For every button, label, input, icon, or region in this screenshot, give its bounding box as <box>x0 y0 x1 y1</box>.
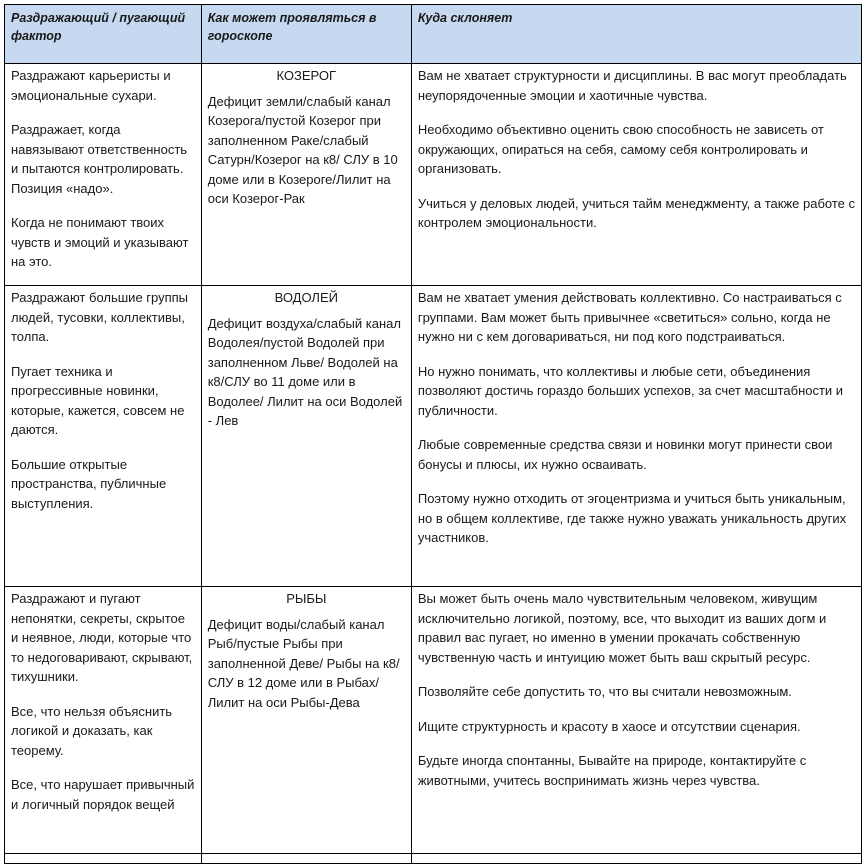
header-horoscope: Как может проявляться в гороскопе <box>201 5 411 64</box>
factor-text: Раздражают большие группы людей, тусовки, коллективы, толпа. <box>11 290 189 344</box>
sign-name: ВОДОЛЕЙ <box>274 290 338 305</box>
horoscope-text: Дефицит воздуха/слабый канал Водолея/пустой Водолей при заполненном Льве/ Водолей на к8/СЛУ во 11 доме или в Водолее/ Лилит на оси Водолей - Лев <box>207 315 403 428</box>
table-row-capricorn <box>5 64 862 286</box>
factor-text: Большие открытые пространства, публичные выступления. <box>11 456 167 511</box>
horoscope-text: Дефицит воды/слабый канал Рыб/пустые Рыбы при заполненной Деве/ Рыбы на к8/СЛУ в 12 доме или в Рыбах/ Лилит на оси Рыбы-Дева <box>207 616 400 710</box>
sign-name: КОЗЕРОГ <box>276 68 337 83</box>
direction-text: Ищите структурность и красоту в хаосе и отсутствии сценария. <box>417 718 801 734</box>
table-row-empty <box>5 854 862 864</box>
direction-text: Вы может быть очень мало чувствительным человеком, живущим исключительно логикой, поэтому, все, что выходит из ваших догм и правил вас пугает, но именно в умении прокачать собственную чувственную часть и интуицию может быть ваш скрытый ресурс. <box>417 591 827 665</box>
direction-text: Необходимо объективно оценить свою способность не зависеть от окружающих, опираться на себя, самому себя контролировать и организовать. <box>417 122 824 176</box>
horoscope-cell <box>201 286 411 587</box>
factor-cell <box>5 64 202 286</box>
horoscope-text: Дефицит земли/слабый канал Козерога/пустой Козерог при заполненном Раке/слабый Сатурн/Козерог на к8/ СЛУ в 10 доме или в Козероге/Лилит на оси Козерог-Рак <box>207 93 398 206</box>
direction-text: Вам не хватает умения действовать коллективно. Со настраиваться с группами. Вам может быть привычнее «светиться» сольно, когда не нужно ни с кем договариваться, ни под кого подстраиваться. <box>417 290 842 344</box>
table-row-aquarius <box>5 286 862 587</box>
direction-text: Учиться у деловых людей, учиться тайм менеджменту, а также работе с контролем эмоциональности. <box>417 195 856 230</box>
factor-cell <box>5 286 202 587</box>
factor-text: Раздражают и пугают непонятки, секреты, скрытое и неявное, люди, которые что то недоговаривают, скрывают, тихушники. <box>11 591 193 684</box>
factor-text: Все, что нарушает привычный и логичный порядок вещей <box>11 777 195 812</box>
direction-cell <box>411 587 861 854</box>
header-row <box>5 5 862 64</box>
empty-cell <box>201 854 411 864</box>
direction-text: Но нужно понимать, что коллективы и любые сети, объединения позволяют достичь гораздо больших успехов, за счет масштабности и публичности. <box>417 363 844 418</box>
astrology-table <box>4 4 862 864</box>
table-row-pisces <box>5 587 862 854</box>
direction-text: Будьте иногда спонтанны, Бывайте на природе, контактируйте с животными, учитесь воспринимать жизнь через чувства. <box>417 753 807 788</box>
horoscope-cell <box>201 64 411 286</box>
direction-cell <box>411 64 861 286</box>
direction-text: Поэтому нужно отходить от эгоцентризма и учиться быть уникальным, но в общем коллективе, где также нужно уважать уникальность других участников. <box>417 491 847 545</box>
empty-cell <box>5 854 202 864</box>
header-direction: Куда склоняет <box>411 5 861 64</box>
factor-text: Раздражают карьеристы и эмоциональные сухари. <box>11 68 171 103</box>
header-factor: Раздражающий / пугающий фактор <box>5 5 202 64</box>
direction-cell <box>411 286 861 587</box>
direction-text: Любые современные средства связи и новинки могут принести свои бонусы и плюсы, их нужно осваивать. <box>417 437 833 472</box>
factor-text: Все, что нельзя объяснить логикой и доказать, как теорему. <box>11 703 173 758</box>
empty-cell <box>411 854 861 864</box>
factor-text: Пугает техника и прогрессивные новинки, которые, кажется, совсем не даются. <box>11 363 185 437</box>
sign-name: РЫБЫ <box>286 591 327 606</box>
horoscope-cell <box>201 587 411 854</box>
factor-text: Когда не понимают твоих чувств и эмоций и указывают на это. <box>11 215 189 269</box>
direction-text: Позволяйте себе допустить то, что вы считали невозможным. <box>417 684 792 699</box>
direction-text: Вам не хватает структурности и дисциплины. В вас могут преобладать неупорядоченные эмоции и хаотичные чувства. <box>417 68 847 103</box>
factor-text: Раздражает, когда навязывают ответственность и пытаются контролировать. Позиция «надо». <box>11 122 188 196</box>
factor-cell <box>5 587 202 854</box>
